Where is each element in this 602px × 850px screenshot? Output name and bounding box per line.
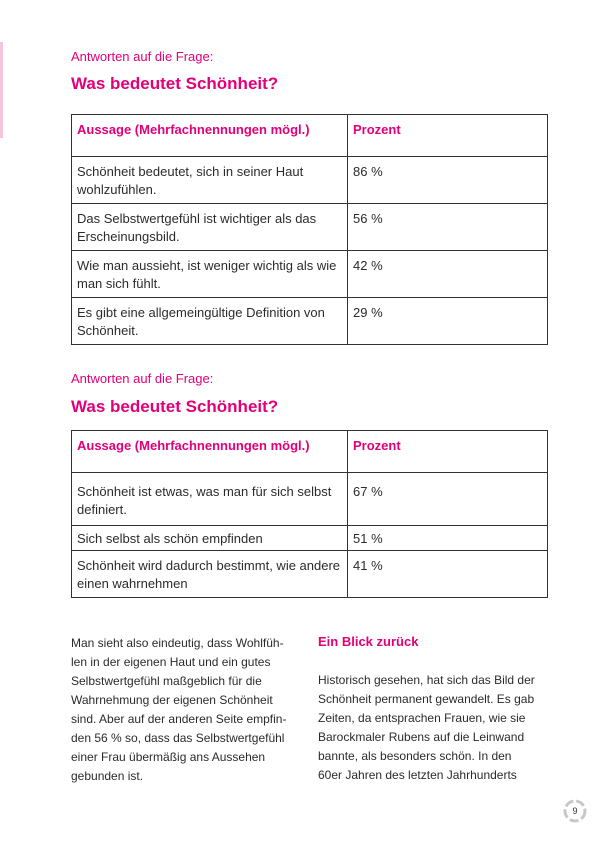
percent-cell: 67 % (348, 473, 548, 526)
page-number-text: 9 (572, 806, 578, 816)
page-number (562, 798, 588, 824)
edge-color-mark (0, 42, 3, 138)
table-row (72, 298, 548, 345)
text-line: gebunden ist. (71, 769, 144, 783)
table-row (72, 157, 548, 204)
statement-cell: Sich selbst als schön empfinden (72, 526, 348, 551)
table-row (72, 204, 548, 251)
question-label-1: Antworten auf die Frage: (71, 49, 214, 64)
text-line: Historisch gesehen, hat sich das Bild der (318, 673, 535, 687)
left-body-text (71, 634, 286, 786)
statement-cell: Es gibt eine allgemeingültige Definition von Schönheit. (72, 298, 348, 345)
right-body-text (318, 671, 535, 785)
percent-cell: 51 % (348, 526, 548, 551)
percent-cell: 56 % (348, 204, 548, 251)
statement-cell: Schönheit ist etwas, was man für sich selbst definiert. (72, 473, 348, 526)
statement-cell: Das Selbstwertgefühl ist wichtiger als das Erscheinungsbild. (72, 204, 348, 251)
table-row (72, 526, 548, 551)
text-line: sind. Aber auf der anderen Seite empfin- (71, 712, 287, 726)
text-line: Selbstwertgefühl maßgeblich für die (71, 674, 262, 688)
question-title-1: Was bedeutet Schönheit? (71, 74, 279, 93)
text-line: Barockmaler Rubens auf die Leinwand (318, 730, 525, 744)
header-percent: Prozent (348, 115, 548, 157)
percent-cell: 86 % (348, 157, 548, 204)
question-title-2: Was bedeutet Schönheit? (71, 397, 279, 416)
header-statement: Aussage (Mehrfachnennungen mögl.) (72, 431, 348, 473)
statement-cell: Schönheit bedeutet, sich in seiner Haut wohlzufühlen. (72, 157, 348, 204)
section-heading: Ein Blick zurück (318, 634, 419, 649)
statement-cell: Wie man aussieht, ist weniger wichtig als wie man sich fühlt. (72, 251, 348, 298)
text-line: bannte, als besonders schön. In den (318, 749, 512, 763)
text-line: Wahrnehmung der eigenen Schönheit (71, 693, 273, 707)
text-line: einer Frau übermäßig ans Aussehen (71, 750, 266, 764)
table-row (72, 251, 548, 298)
text-line: Man sieht also eindeutig, dass Wohlfüh- (71, 636, 284, 650)
answers-table-1 (71, 114, 548, 345)
text-line: Schönheit permanent gewandelt. Es gab (318, 692, 535, 706)
percent-cell: 42 % (348, 251, 548, 298)
header-percent: Prozent (348, 431, 548, 473)
table-row (72, 551, 548, 598)
text-line: den 56 % so, dass das Selbstwertgefühl (71, 731, 285, 745)
percent-cell: 29 % (348, 298, 548, 345)
percent-cell: 41 % (348, 551, 548, 598)
table-row (72, 473, 548, 526)
text-line: Zeiten, da entsprachen Frauen, wie sie (318, 711, 526, 725)
table-header-row (72, 115, 548, 157)
statement-cell: Schönheit wird dadurch bestimmt, wie andere einen wahrnehmen (72, 551, 348, 598)
text-line: 60er Jahren des letzten Jahrhunderts (318, 768, 517, 782)
table-header-row (72, 431, 548, 473)
answers-table-2 (71, 430, 548, 598)
question-label-2: Antworten auf die Frage: (71, 371, 214, 386)
text-line: len in der eigenen Haut und ein gutes (71, 655, 271, 669)
header-statement: Aussage (Mehrfachnennungen mögl.) (72, 115, 348, 157)
